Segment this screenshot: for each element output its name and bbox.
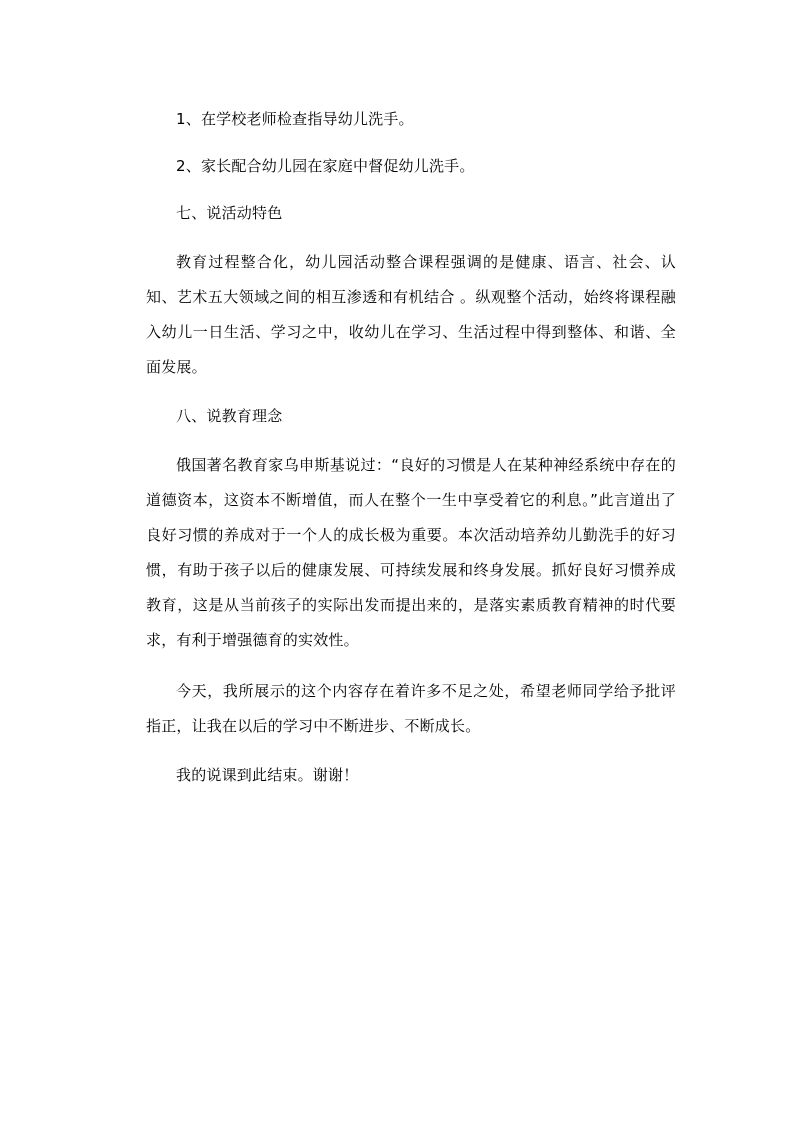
- paragraph-closing-remarks: 今天，我所展示的这个内容存在着许多不足之处，希望老师同学给予批评指正，让我在以后的学习中不断进步、不断成长。: [146, 682, 676, 735]
- list-item-1: 1、在学校老师检查指导幼儿洗手。: [176, 110, 414, 128]
- list-item-2: 2、家长配合幼儿园在家庭中督促幼儿洗手。: [176, 157, 475, 175]
- section-heading-philosophy: 八、说教育理念: [176, 407, 283, 425]
- paragraph-philosophy: 俄国著名教育家乌申斯基说过：“良好的习惯是人在某种神经系统中存在的道德资本，这资本不断增值，而人在整个一生中享受着它的利息。”此言道出了良好习惯的养成对于一个人的成长极为重要。本次活动培养幼儿勤洗手的好习惯，有助于孩子以后的健康发展、可持续发展和终身发展。抓好良好习惯养成教育，这是从当前孩子的实际出发而提出来的，是落实素质教育精神的时代要求，有利于增强德育的实效性。: [146, 456, 676, 649]
- paragraph-ending: 我的说课到此结束。谢谢！: [176, 766, 359, 784]
- section-heading-features: 七、说活动特色: [176, 204, 283, 222]
- paragraph-features: 教育过程整合化，幼儿园活动整合课程强调的是健康、语言、社会、认知、艺术五大领域之间的相互渗透和有机结合 。纵观整个活动，始终将课程融入幼儿一日生活、学习之中，收幼儿在学习、生活过程中得到整体、和谐、全面发展。: [146, 253, 676, 376]
- document-body: [146, 104, 676, 807]
